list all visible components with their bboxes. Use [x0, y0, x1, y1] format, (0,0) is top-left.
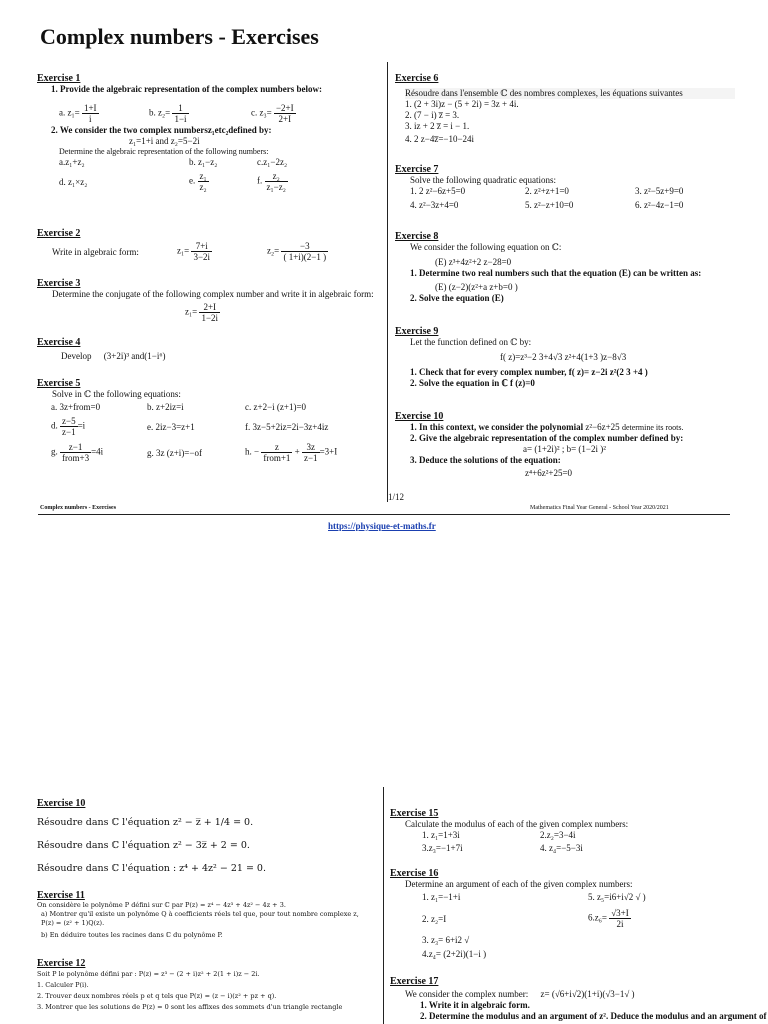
numerator: z — [261, 442, 292, 453]
row-1 — [395, 186, 735, 200]
instruction: Write in algebraic form: — [52, 247, 139, 257]
row-2 — [59, 169, 382, 197]
equation-5: 5. z²−z+10=0 — [525, 200, 574, 210]
rhs: =4i — [91, 446, 104, 457]
numerator: 1+I — [83, 103, 97, 113]
footer-right: Mathematics Final Year General - School Year 2020/2021 — [530, 505, 669, 511]
numerator: z−5 — [62, 416, 76, 426]
exercise-title: Exercise 9 — [395, 326, 439, 337]
footer-rule — [38, 514, 730, 515]
exercise-title: Exercise 11 — [37, 890, 85, 901]
row-3 — [51, 442, 382, 470]
instruction: We consider the complex number: — [405, 989, 529, 999]
expression: (3+2i)³ and(1−i⁶) — [103, 351, 166, 361]
label: c. — [251, 107, 258, 118]
instruction: Solve the following quadratic equations: — [410, 175, 556, 185]
equation-2: 2. z²+z+1=0 — [525, 186, 569, 196]
fraction — [198, 171, 209, 192]
instruction: Résoudre dans l'ensemble ℂ des nombres complexes, les équations suivantes — [405, 88, 735, 99]
item-2: 2. z₂=I — [422, 914, 447, 924]
line-2: 1. Calculer P(i). — [37, 981, 89, 989]
fraction — [274, 103, 296, 124]
fraction — [261, 442, 292, 463]
exercise-title: Exercise 7 — [395, 164, 439, 175]
instruction: Solve in ℂ the following equations: — [52, 389, 181, 399]
row-2 — [51, 416, 382, 442]
item-c: c.z₁−2z₂ — [257, 157, 288, 167]
question-end: determine its roots. — [621, 423, 684, 432]
question-1 — [410, 422, 735, 433]
equation-h — [245, 442, 337, 463]
question-1: 1. Check that for every complex number, f( z)= z−2i z²(2 3 +4 ) — [410, 367, 648, 377]
lhs: z₁= — [185, 306, 198, 317]
item-6 — [588, 908, 631, 929]
label: h. − — [245, 446, 260, 457]
function: f( z)=z³−2 3+4√3 z²+4(1+3 )z−8√3 — [500, 352, 627, 362]
exercise-title: Exercise 3 — [37, 278, 81, 289]
exercise-body — [37, 239, 382, 267]
exercise-9 — [395, 326, 735, 389]
denominator: from+3 — [62, 453, 90, 463]
question-2b: Determine the algebraic representation of the following numbers: — [59, 147, 269, 156]
exercise-8 — [395, 231, 735, 304]
exercise-title: Exercise 10 — [395, 411, 444, 422]
item-e — [189, 171, 209, 192]
equation-d — [51, 416, 85, 437]
item-b — [149, 103, 189, 124]
equation-3: Résoudre dans ℂ l'équation : z⁴ + 4z² − 21 = 0. — [37, 863, 266, 874]
denominator: from+1 — [263, 453, 291, 463]
fraction — [609, 908, 631, 929]
page-number: 1/12 — [388, 492, 405, 502]
exercise-title: Exercise 12 — [37, 958, 86, 969]
site-link[interactable] — [328, 516, 436, 534]
exercise-title: Exercise 16 — [390, 868, 439, 879]
equation-g2: g. 3z (z+i)=−of — [147, 448, 202, 458]
exercise-title: Exercise 6 — [395, 73, 439, 84]
fraction — [265, 171, 288, 192]
instruction: Determine an argument of each of the given complex numbers: — [405, 879, 633, 889]
line-3: 2. Trouver deux nombres réels p et q tels que P(z) = (z − i)(z² + pz + q). — [37, 992, 277, 1000]
exercise-7 — [395, 164, 735, 214]
question-text: 1. In this context, we consider the polynomial — [410, 422, 584, 432]
exercise-17 — [390, 976, 768, 1022]
exercise-11 — [37, 890, 377, 940]
equation-4: 4. 2 z−4z̅=−10−24i — [405, 134, 475, 144]
denominator: 1−2i — [201, 313, 219, 323]
question-2: 2. Determine the modulus and an argument of z². Deduce the modulus and an argument of — [420, 1011, 767, 1021]
instruction: Develop — [61, 351, 92, 361]
z2 — [267, 241, 328, 262]
question-1: 1. Write it in algebraic form. — [420, 1000, 530, 1010]
denominator: 2+I — [278, 114, 292, 124]
equation-3: 3. z²−5z+9=0 — [635, 186, 684, 196]
exercise-title: Exercise 2 — [37, 228, 81, 239]
line-1: On considère le polynôme P défini sur ℂ par P(z) = z⁴ − 4z³ + 4z² − 4z + 3. — [37, 901, 286, 909]
row-2 — [390, 843, 760, 856]
question-1: 1. Determine two real numbers such that the equation (E) can be written as: — [410, 268, 702, 278]
lhs: z₂= — [158, 107, 171, 118]
lhs: 6.z₆= — [588, 912, 607, 923]
exercise-body — [61, 351, 382, 362]
numerator: 1 — [172, 103, 188, 114]
exercise-title: Exercise 1 — [37, 73, 81, 84]
fraction — [199, 302, 220, 323]
exercise-title: Exercise 4 — [37, 337, 81, 348]
numerator: −2+I — [275, 103, 294, 113]
denominator: z−1 — [62, 427, 76, 437]
exercise-10-page1 — [395, 411, 735, 479]
lhs: z₃= — [259, 107, 272, 118]
denominator: z−1 — [303, 453, 318, 463]
equation-2: (E) (z−2)(z²+a z+b=0 ) — [435, 282, 518, 292]
line-4: b) En déduire toutes les racines dans ℂ du polynôme P. — [41, 931, 223, 939]
exercise-6 — [395, 73, 735, 145]
item-4: 4.z₄= (2+2i)(1−i ) — [422, 949, 487, 959]
numerator: −3 — [281, 241, 328, 252]
item-1: 1. z₁=−1+i — [422, 892, 461, 902]
item-3: 3.z₃=−1+7i — [422, 843, 463, 853]
label: f. — [257, 175, 263, 186]
fraction — [172, 103, 188, 124]
expression — [185, 302, 382, 323]
numerator: 3z — [302, 442, 320, 453]
exercise-title: Exercise 17 — [390, 976, 439, 987]
question-2: 2. We consider the two complex numbersz₁etc₂defined by: — [51, 125, 272, 135]
item-4: 4. z₄=−5−3i — [540, 843, 583, 853]
equation-a: a. 3z+from=0 — [51, 402, 101, 412]
question-2: 2. Give the algebraic representation of the complex number defined by: — [410, 433, 684, 443]
equation-g — [51, 442, 103, 463]
numerator: 7+i — [191, 241, 212, 252]
instruction: Calculate the modulus of each of the given complex numbers: — [405, 819, 629, 829]
site-link-text[interactable]: https://physique-et-maths.fr — [328, 521, 436, 531]
equation-f: f. 3z−5+2iz=2i−3z+4iz — [245, 422, 329, 432]
row-2 — [395, 200, 735, 214]
item-b: b. z₁−z₂ — [189, 157, 218, 167]
denominator: z₁−z₂ — [266, 182, 286, 192]
numerator: z₂ — [265, 171, 288, 182]
lhs: z₂= — [267, 245, 280, 256]
exercise-16 — [390, 868, 760, 960]
label: d. — [51, 420, 58, 431]
line-1: Soit P le polynôme défini par : P(z) = z³ − (2 + i)z² + 2(1 + i)z − 2i. — [37, 970, 260, 978]
line-3: P(z) = (z² + 1)Q(z). — [41, 919, 105, 927]
label: g. — [51, 446, 58, 457]
item-f — [257, 171, 288, 192]
exercise-title: Exercise 8 — [395, 231, 439, 242]
numerator: z₁ — [199, 171, 207, 181]
line-2: a) Montrer qu'il existe un polynôme Q à coefficients réels tel que, pour tout nombre complexe z, — [41, 910, 359, 918]
expression: z= (√6+i√2)(1+i)(√3−1√ ) — [540, 989, 635, 999]
row-1 — [390, 892, 760, 906]
row-1 — [59, 157, 382, 169]
item-5: 5. z₅=i6+i√2 √ ) — [588, 892, 646, 902]
label: b. — [149, 107, 156, 118]
polynomial: z²−6z+25 — [585, 422, 620, 432]
exercise-title: Exercise 5 — [37, 378, 81, 389]
question-2: 2. Solve the equation in ℂ f (z)=0 — [410, 378, 535, 388]
exercise-2 — [37, 228, 382, 267]
equation-e: e. 2iz−3=z+1 — [147, 422, 195, 432]
item-a: a.z₁+z₂ — [59, 157, 85, 167]
question-1: 1. Provide the algebraic representation of the complex numbers below: — [51, 84, 322, 94]
fractions-row — [59, 95, 382, 124]
denominator: z₂ — [199, 182, 207, 192]
fraction — [60, 416, 78, 437]
denominator: 2i — [616, 919, 624, 929]
fraction — [302, 442, 320, 463]
page-title: Complex numbers - Exercises — [40, 24, 319, 49]
instruction: We consider the following equation on ℂ: — [410, 242, 562, 252]
numerator: √3+I — [611, 908, 629, 918]
equation-1: 1. (2 + 3i)z − (5 + 2i) = 3z + 4i. — [405, 99, 519, 109]
fraction — [191, 241, 212, 262]
denominator: i — [89, 114, 92, 124]
question-3: 3. Deduce the solutions of the equation: — [410, 455, 561, 465]
exercise-12 — [37, 958, 377, 1013]
equation: (E) z³+4z²+2 z−28=0 — [435, 257, 512, 267]
rhs: =i — [77, 420, 86, 431]
exercise-title: Exercise 15 — [390, 808, 439, 819]
equation-1: Résoudre dans ℂ l'équation z² − z̅ + 1/4 = 0. — [37, 817, 254, 828]
item-c — [251, 103, 296, 124]
column-divider — [387, 62, 388, 502]
label: a. — [59, 107, 66, 118]
denominator: 3−2i — [193, 252, 211, 262]
question-2: 2. Solve the equation (E) — [410, 293, 504, 303]
lhs: z₁= — [177, 245, 190, 256]
fraction — [60, 442, 91, 463]
definitions: z₁=1+i and z₂=5−2i — [129, 136, 200, 146]
equation-4: 4. z²−3z+4=0 — [410, 200, 459, 210]
exercise-1 — [37, 73, 382, 197]
equation-c: c. z+2−i (z+1)=0 — [245, 402, 307, 412]
row-1 — [390, 830, 760, 843]
row-2 — [390, 906, 760, 934]
item-3: 3. z₃= 6+i2 √ — [422, 935, 470, 945]
item-a — [59, 103, 99, 124]
exercise-4 — [37, 337, 382, 362]
numerator: z−1 — [60, 442, 91, 453]
footer-left: Complex numbers - Exercises — [40, 505, 117, 511]
item-d: d. z₁×z₂ — [59, 177, 88, 187]
exercise-10-page2 — [37, 798, 377, 874]
denominator: ( 1+i)(2−1 ) — [283, 252, 327, 262]
line-4: 3. Montrer que les solutions de P(z) = 0 sont les affixes des sommets d'un triangle rectangle — [37, 1003, 343, 1011]
label: e. — [189, 175, 196, 186]
equation-1: 1. 2 z²−6z+5=0 — [410, 186, 466, 196]
equation-6: 6. z²−4z−1=0 — [635, 200, 684, 210]
equation-2: 2. (7 − i) z̅ = 3. — [405, 110, 460, 120]
instruction: Let the function defined on ℂ by: — [410, 337, 532, 347]
exercise-15 — [390, 808, 760, 856]
equation-3: 3. iz + 2 z̅ = i − 1. — [405, 121, 470, 131]
fraction — [281, 241, 328, 262]
fraction — [82, 103, 99, 124]
exercise-title: Exercise 10 — [37, 798, 86, 809]
equation: z⁴+6z²+25=0 — [525, 468, 573, 478]
equation-b: b. z+2iz=i — [147, 402, 184, 412]
item-1: 1. z₁=1+3i — [422, 830, 460, 840]
equation-2: Résoudre dans ℂ l'équation z² − 3z̅ + 2 = 0. — [37, 840, 250, 851]
item-2: 2.z₂=3−4i — [540, 830, 576, 840]
exercise-5 — [37, 378, 382, 470]
column-divider-page2 — [383, 787, 384, 1024]
statement — [405, 989, 768, 1000]
numerator: 2+I — [199, 302, 220, 313]
lhs: z₁= — [67, 107, 80, 118]
exercise-3 — [37, 278, 382, 323]
denominator: 1−i — [174, 114, 187, 124]
definitions: a= (1+2i)² ; b= (1−2i )² — [523, 444, 606, 454]
row-1 — [51, 402, 382, 416]
rhs: =3+I — [319, 446, 338, 457]
plus: + — [294, 446, 300, 457]
z1 — [177, 241, 212, 262]
instruction: Determine the conjugate of the following complex number and write it in algebraic form: — [52, 289, 374, 299]
